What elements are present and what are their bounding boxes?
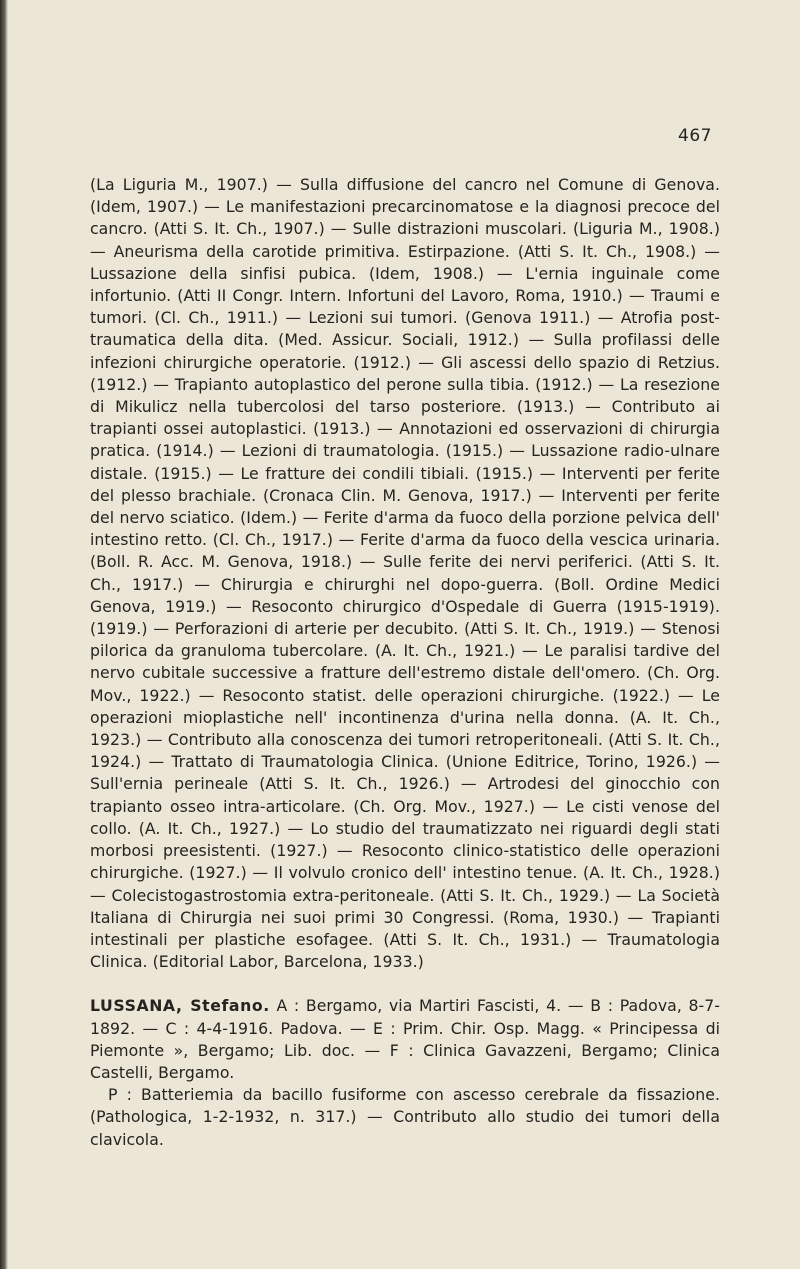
page-number: 467: [678, 126, 712, 146]
entry-publications: P : Batteriemia da bacillo fusiforme con ascesso cerebrale da fissazione. (Pathologica, 1-2-1932, n. 317.) — Contributo allo studio dei tumori della clavicola.: [90, 1085, 720, 1149]
entry-name: LUSSANA, Stefano.: [90, 996, 270, 1016]
page-body: [90, 174, 720, 1151]
entry-details: A : Bergamo, via Martiri Fascisti, 4. — B : Padova, 8-7-1892. — C : 4-4-1916. Padova. — E : Prim. Chir. Osp. Magg. « Principessa di Piemonte », Bergamo; Lib. doc. — F : Clinica Gavazzeni, Bergamo; Clinica Castelli, Bergamo.: [90, 996, 720, 1082]
bibliography-paragraph: (La Liguria M., 1907.) — Sulla diffusione del cancro nel Comune di Genova. (Idem, 1907.) — Le manifestazioni precarcinomatose e la diagnosi precoce del cancro. (Atti S. It. Ch., 1907.) — Sulle distrazioni muscolari. (Liguria M., 1908.) — Aneurisma della carotide primitiva. Estirpazione. (Atti S. It. Ch., 1908.) — Lussazione della sinfisi pubica. (Idem, 1908.) — L'ernia inguinale come infortunio. (Atti II Congr. Intern. Infortuni del Lavoro, Roma, 1910.) — Traumi e tumori. (Cl. Ch., 1911.) — Lezioni sui tumori. (Genova 1911.) — Atrofia post-traumatica della dita. (Med. Assicur. Sociali, 1912.) — Sulla profilassi delle infezioni chirurgiche operatorie. (1912.) — Gli ascessi dello spazio di Retzius. (1912.) — Trapianto autoplastico del perone sulla tibia. (1912.) — La resezione di Mikulicz nella tubercolosi del tarso posteriore. (1913.) — Contributo ai trapianti ossei autoplastici. (1913.) — Annotazioni ed osservazioni di chirurgia pratica. (1914.) — Lezioni di traumatologia. (1915.) — Lussazione radio-ulnare distale. (1915.) — Le fratture dei condili tibiali. (1915.) — Interventi per ferite del plesso brachiale. (Cronaca Clin. M. Genova, 1917.) — Interventi per ferite del nervo sciatico. (Idem.) — Ferite d'arma da fuoco della porzione pelvica dell' intestino retto. (Cl. Ch., 1917.) — Ferite d'arma da fuoco della vescica urinaria. (Boll. R. Acc. M. Genova, 1918.) — Sulle ferite dei nervi periferici. (Atti S. It. Ch., 1917.) — Chirurgia e chirurghi nel dopo-guerra. (Boll. Ordine Medici Genova, 1919.) — Resoconto chirurgico d'Ospedale di Guerra (1915-1919). (1919.) — Perforazioni di arterie per decubito. (Atti S. It. Ch., 1919.) — Stenosi pilorica da granuloma tubercolare. (A. It. Ch., 1921.) — Le paralisi tardive del nervo cubitale successive a fratture dell'estremo distale dell'omero. (Ch. Org. Mov., 1922.) — Resoconto statist. delle operazioni chirurgiche. (1922.) — Le operazioni mioplastiche nell' incontinenza d'urina nella donna. (A. It. Ch., 1923.) — Contributo alla conoscenza dei tumori retroperitoneali. (Atti S. It. Ch., 1924.) — Trattato di Traumatologia Clinica. (Unione Editrice, Torino, 1926.) — Sull'ernia perineale (Atti S. It. Ch., 1926.) — Artrodesi del ginocchio con trapianto osseo intra-articolare. (Ch. Org. Mov., 1927.) — Le cisti venose del collo. (A. It. Ch., 1927.) — Lo studio del traumatizzato nei riguardi degli stati morbosi preesistenti. (1927.) — Resoconto clinico-statistico delle operazioni chirurgiche. (1927.) — Il volvulo cronico dell' intestino tenue. (A. It. Ch., 1928.) — Colecistogastrostomia extra-peritoneale. (Atti S. It. Ch., 1929.) — La Società Italiana di Chirurgia nei suoi primi 30 Congressi. (Roma, 1930.) — Trapianti intestinali per plastiche esofagee. (Atti S. It. Ch., 1931.) — Traumatologia Clinica. (Editorial Labor, Barcelona, 1933.): [90, 175, 720, 972]
entry-lussana: [90, 995, 720, 1084]
book-spine-edge: [0, 0, 8, 1269]
